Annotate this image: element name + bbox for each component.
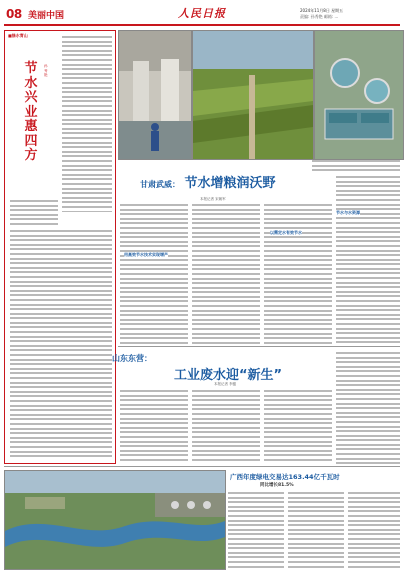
sidebar-author: 孙秀艳 bbox=[44, 64, 48, 77]
sidebar-text-top bbox=[62, 36, 112, 212]
article1-subhead-3: 节水与水资源 bbox=[336, 210, 360, 215]
article2-col2 bbox=[192, 390, 260, 464]
article3-headline: 广西年度绿电交易达163.44亿千瓦时 bbox=[230, 473, 340, 481]
article2-col1 bbox=[120, 390, 188, 464]
editor-meta: 责编: 孙秀艳 邮箱: ... bbox=[300, 14, 339, 19]
article1-col3 bbox=[264, 204, 332, 344]
article1-subhead-2: 以需定水有效节水 bbox=[270, 230, 302, 235]
article2-title: 工业废水迎“新生” bbox=[174, 368, 283, 383]
header-rule bbox=[4, 24, 400, 26]
article3-col1 bbox=[228, 492, 284, 568]
article3-col2 bbox=[288, 492, 344, 568]
photo-farmland bbox=[192, 30, 314, 160]
article1-subhead-1: 用高效节水技术实现增产 bbox=[124, 252, 168, 257]
page-number: 08 bbox=[6, 7, 22, 21]
article2-byline: 本报记者 李蕴 bbox=[214, 382, 237, 386]
photo-pump-station bbox=[118, 30, 192, 160]
article1-col2 bbox=[192, 204, 260, 344]
article1-title: 节水增粮润沃野 bbox=[184, 176, 276, 191]
article1-col1 bbox=[120, 204, 188, 344]
photo-river-aerial bbox=[4, 470, 226, 570]
article1-byline: 本报记者 宋朝军 bbox=[200, 197, 226, 201]
sidebar-text-bottom bbox=[10, 230, 112, 458]
sidebar-tag: ■绿水青山 bbox=[8, 33, 28, 38]
article-divider-1 bbox=[118, 346, 400, 347]
article2-location: 山东东营： bbox=[112, 354, 152, 363]
article2-col3 bbox=[264, 390, 332, 464]
sidebar-title: 节水兴业惠四方 bbox=[24, 61, 38, 163]
issue-date: 2024年11月8日 星期五 bbox=[300, 8, 344, 13]
sidebar-text-mid bbox=[10, 200, 58, 228]
article2-col4 bbox=[336, 352, 400, 464]
article3-subheadline: 同比增长81.5% bbox=[260, 483, 294, 488]
article1-location: 甘肃武威： bbox=[140, 180, 180, 189]
newspaper-logo: 人民日报 bbox=[178, 7, 226, 20]
article-divider-2 bbox=[4, 466, 400, 467]
article1-col4 bbox=[336, 176, 400, 344]
photo-water-treatment bbox=[314, 30, 404, 160]
section-title: 美丽中国 bbox=[28, 11, 65, 21]
article3-col3 bbox=[348, 492, 400, 568]
